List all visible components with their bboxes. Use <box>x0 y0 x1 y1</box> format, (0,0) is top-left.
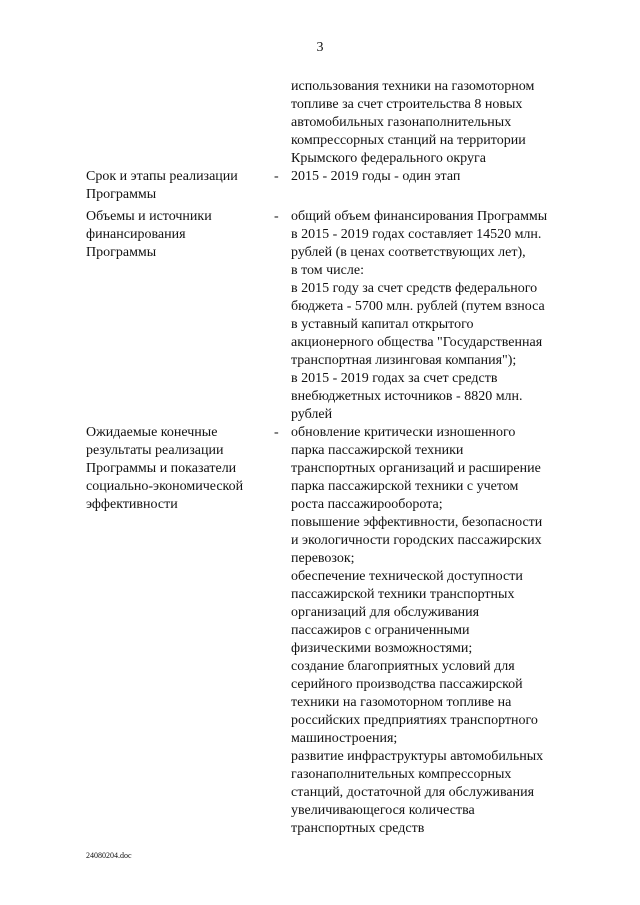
footer-filename: 24080204.doc <box>86 851 132 860</box>
row-content: 2015 - 2019 годы - один этап <box>291 169 461 184</box>
page-number: 3 <box>316 40 324 55</box>
row-dash: - <box>274 169 279 184</box>
row-dash: - <box>274 425 279 440</box>
row-content: общий объем финансирования Программы в 2015 - 2019 годах составляет 14520 млн. рублей (в ценах соответствующих лет), в том числе: в 2015 году за счет средств федерального бюджета - 5700 млн. рублей (путем взноса в уставный капитал открытого акционерного общества "Государственная транспортная лизинговая компания"); в 2015 - 2019 годах за счет средств внебюджетных источников - 8820 млн. рублей <box>291 209 548 422</box>
row-label: Срок и этапы реализации Программы <box>86 169 238 202</box>
row-label: Ожидаемые конечные результаты реализации Программы и показатели социально-экономической эффективности <box>86 425 244 512</box>
row-dash: - <box>274 209 279 224</box>
row-content: обновление критически изношенного парка пассажирской техники транспортных организаций и расширение парка пассажирской техники с учетом роста пассажирооборота; повышение эффективности, безопасности и экологичности городских пассажирских перевозок; обеспечение технической доступности пассажирской техники транспортных организаций для обслуживания пассажиров с ограниченными физическими возможностями; создание благоприятных условий для серийного производства пассажирской техники на газомоторном топливе на российских предприятиях транспортного машиностроения; развитие инфраструктуры автомобильных газонаполнительных компрессорных станций, достаточной для обслуживания увеличивающегося количества транспортных средств <box>291 425 544 836</box>
row-label: Объемы и источники финансирования Программы <box>86 209 212 260</box>
continuation-text: использования техники на газомоторном топливе за счет строительства 8 новых автомобильных газонаполнительных компрессорных станций на территории Крымского федерального округа <box>291 79 535 166</box>
